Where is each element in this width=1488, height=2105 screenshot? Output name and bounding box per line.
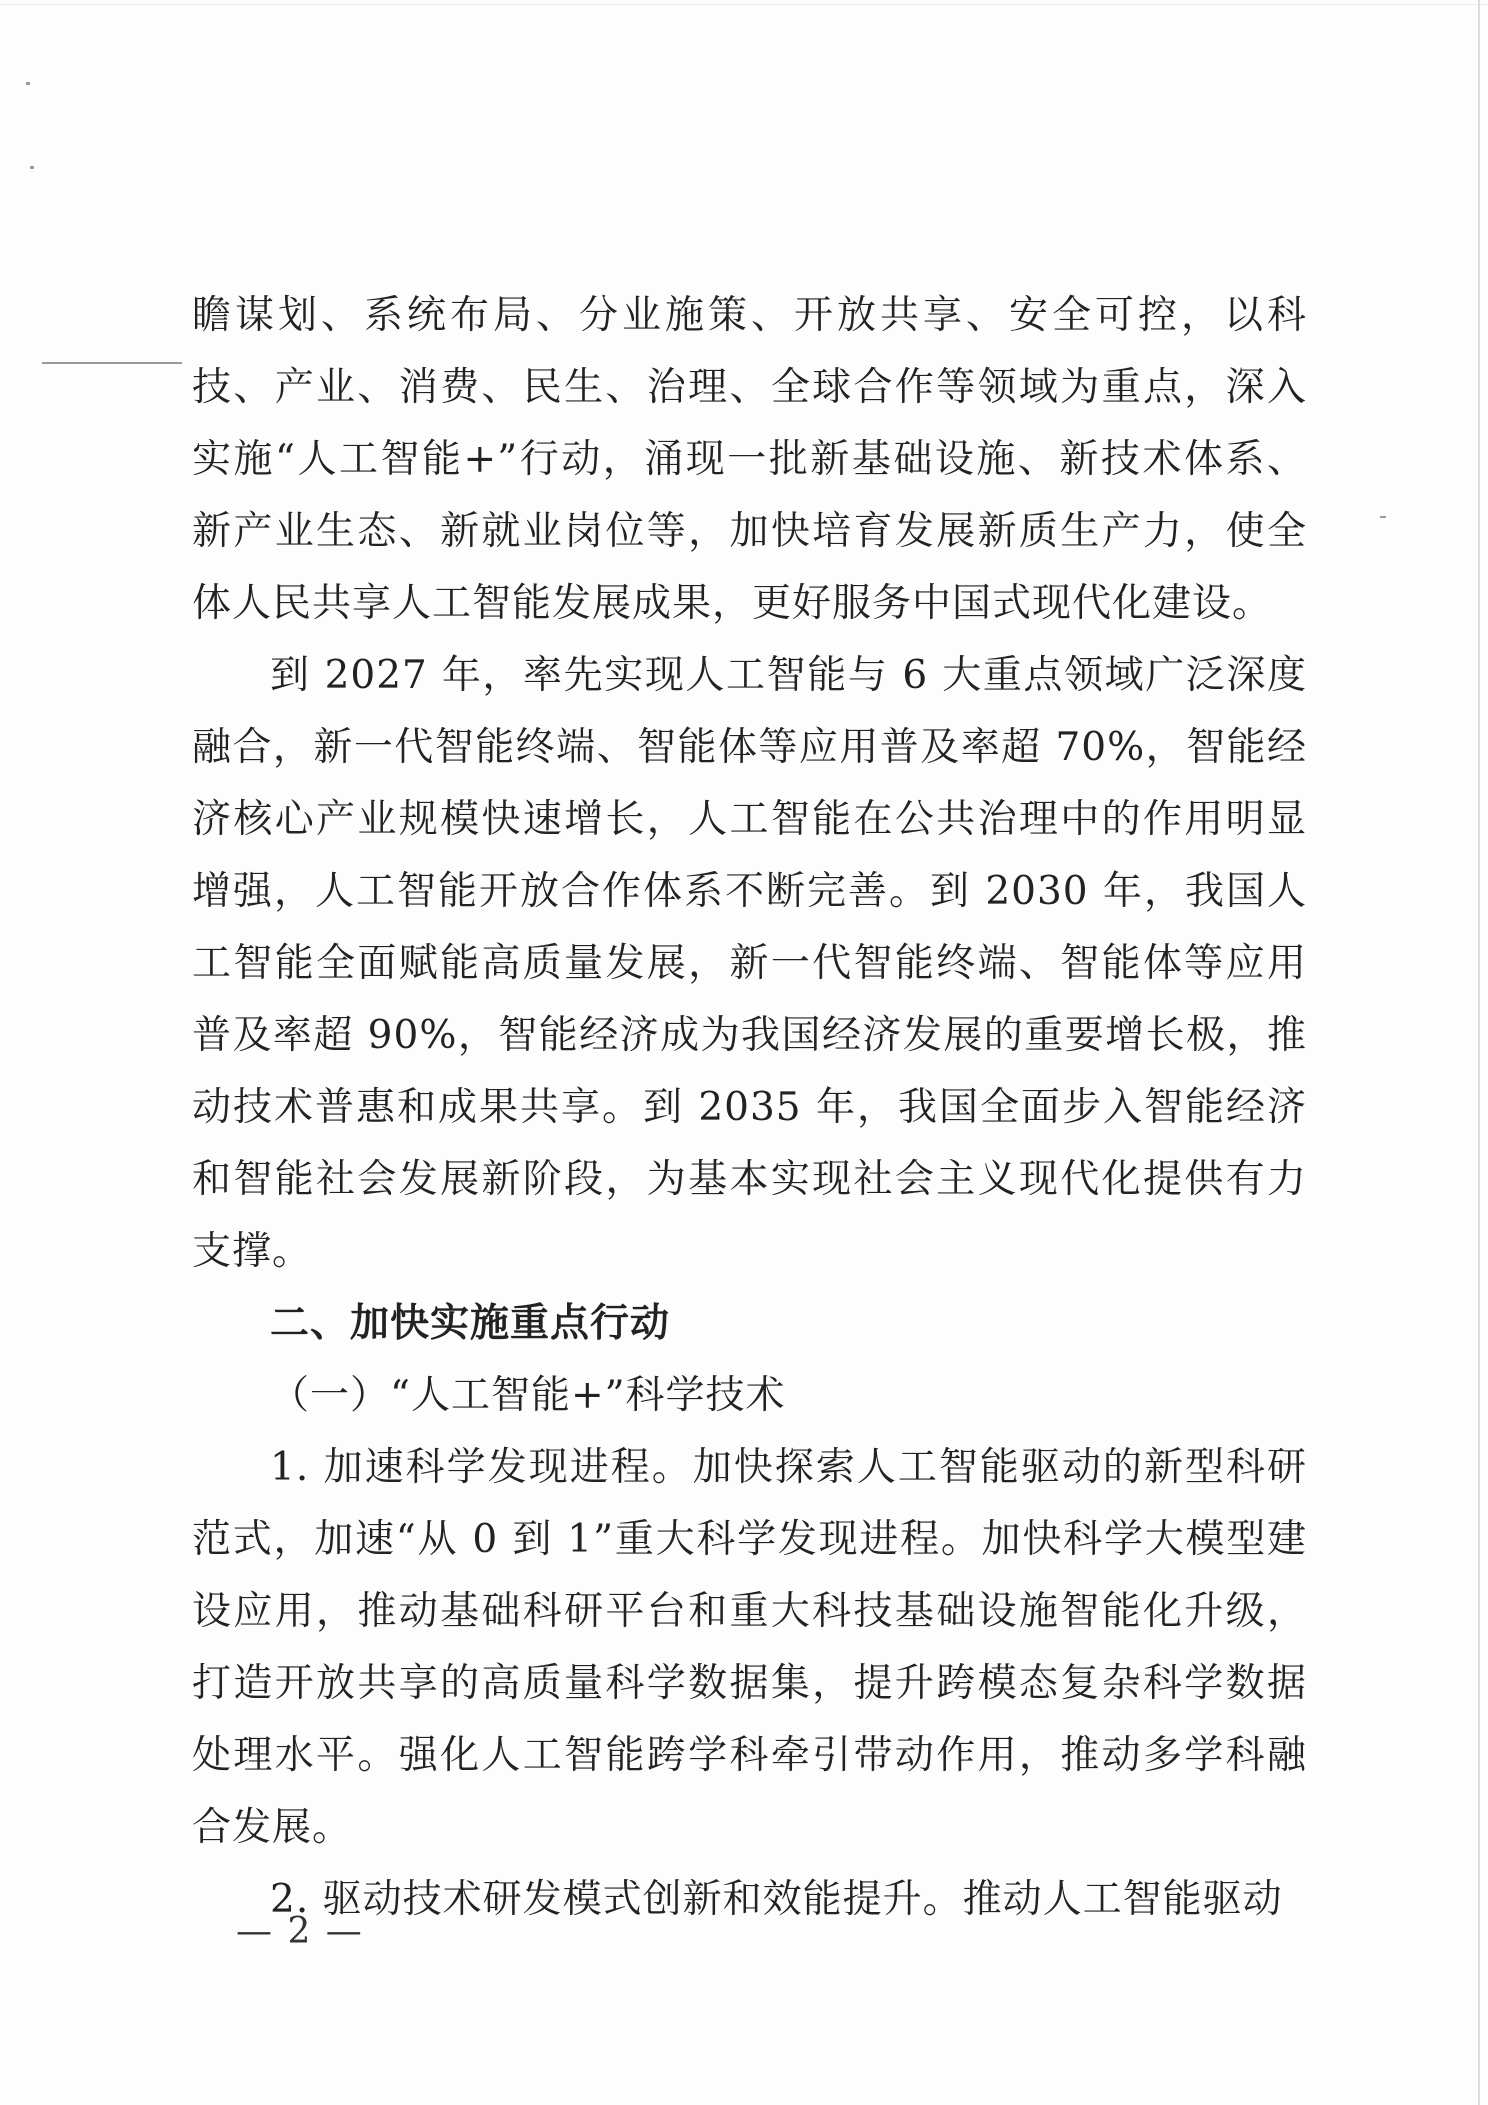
page-number: — 2 — xyxy=(236,1911,364,1952)
scan-artifact-dot xyxy=(1380,516,1386,518)
section-heading: 二、加快实施重点行动 xyxy=(270,1301,671,1346)
subsection-heading: （一）“人工智能+”科学技术 xyxy=(270,1373,786,1418)
document-body xyxy=(192,280,1307,1936)
scan-top-edge xyxy=(0,4,1488,5)
scan-right-edge xyxy=(1478,0,1480,2105)
scan-artifact-dot xyxy=(30,166,34,169)
scan-artifact-dot xyxy=(26,82,30,85)
body-paragraph-continued: 瞻谋划、系统布局、分业施策、开放共享、安全可控，以科技、产业、消费、民生、治理、全球合作等领域为重点，深入实施“人工智能+”行动，涌现一批新基础设施、新技术体系、新产业生态、新就业岗位等，加快培育发展新质生产力，使全体人民共享人工智能发展成果，更好服务中国式现代化建设。 xyxy=(192,293,1307,626)
body-paragraph-goals: 到 2027 年，率先实现人工智能与 6 大重点领域广泛深度融合，新一代智能终端、智能体等应用普及率超 70%，智能经济核心产业规模快速增长，人工智能在公共治理中的作用明显增强，人工智能开放合作体系不断完善。到 2030 年，我国人工智能全面赋能高质量发展，新一代智能终端、智能体等应用普及率超 90%，智能经济成为我国经济发展的重要增长极，推动技术普惠和成果共享。到 2035 年，我国全面步入智能经济和智能社会发展新阶段，为基本实现社会主义现代化提供有力支撑。 xyxy=(192,653,1307,1274)
list-item-tech-rnd: 2. 驱动技术研发模式创新和效能提升。推动人工智能驱动 xyxy=(270,1877,1283,1922)
list-item-science-discovery: 1. 加速科学发现进程。加快探索人工智能驱动的新型科研范式，加速“从 0 到 1”重大科学发现进程。加快科学大模型建设应用，推动基础科研平台和重大科技基础设施智能化升级，打造开放共享的高质量科学数据集，提升跨模态复杂科学数据处理水平。强化人工智能跨学科牵引带动作用，推动多学科融合发展。 xyxy=(192,1445,1307,1850)
scan-artifact-mark xyxy=(42,362,182,364)
